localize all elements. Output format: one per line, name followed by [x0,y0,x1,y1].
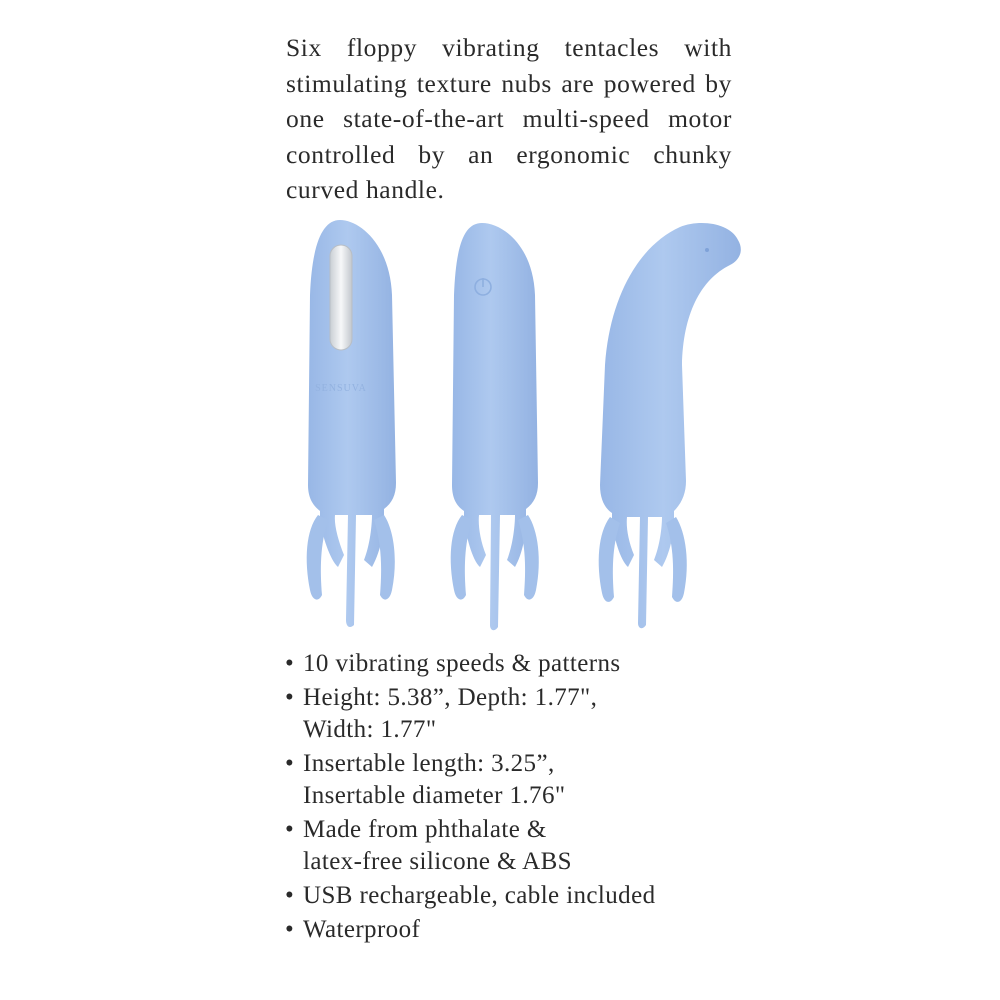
feature-item: • Insertable length: 3.25”, Insertable diameter 1.76" [285,750,566,809]
bullet-icon: • [285,882,295,909]
bullet-icon: • [285,650,295,677]
product-brand-mark: SENSUVA [315,383,367,394]
bullet-icon: • [285,750,295,777]
indicator-dot-icon [705,248,709,252]
feature-item: • Height: 5.38”, Depth: 1.77", Width: 1.77" [285,684,598,743]
bullet-icon: • [285,816,295,843]
feature-list [285,648,755,948]
bullet-icon: • [285,684,295,711]
feature-item: • Made from phthalate & latex-free silicone & ABS [285,816,572,875]
feature-item: • Waterproof [285,914,755,946]
control-plate [330,245,352,350]
product-description: Six floppy vibrating tentacles with stimulating texture nubs are powered by one state-of-the-art multi-speed motor controlled by an ergonomic chunky curved handle. [286,33,732,204]
product-back-view [451,223,539,630]
product-front-view [307,220,396,627]
product-side-view [599,223,741,628]
feature-item: • 10 vibrating speeds & patterns [285,648,755,680]
feature-item: • USB rechargeable, cable included [285,880,755,912]
bullet-icon: • [285,916,295,943]
product-photo-group [260,215,760,645]
